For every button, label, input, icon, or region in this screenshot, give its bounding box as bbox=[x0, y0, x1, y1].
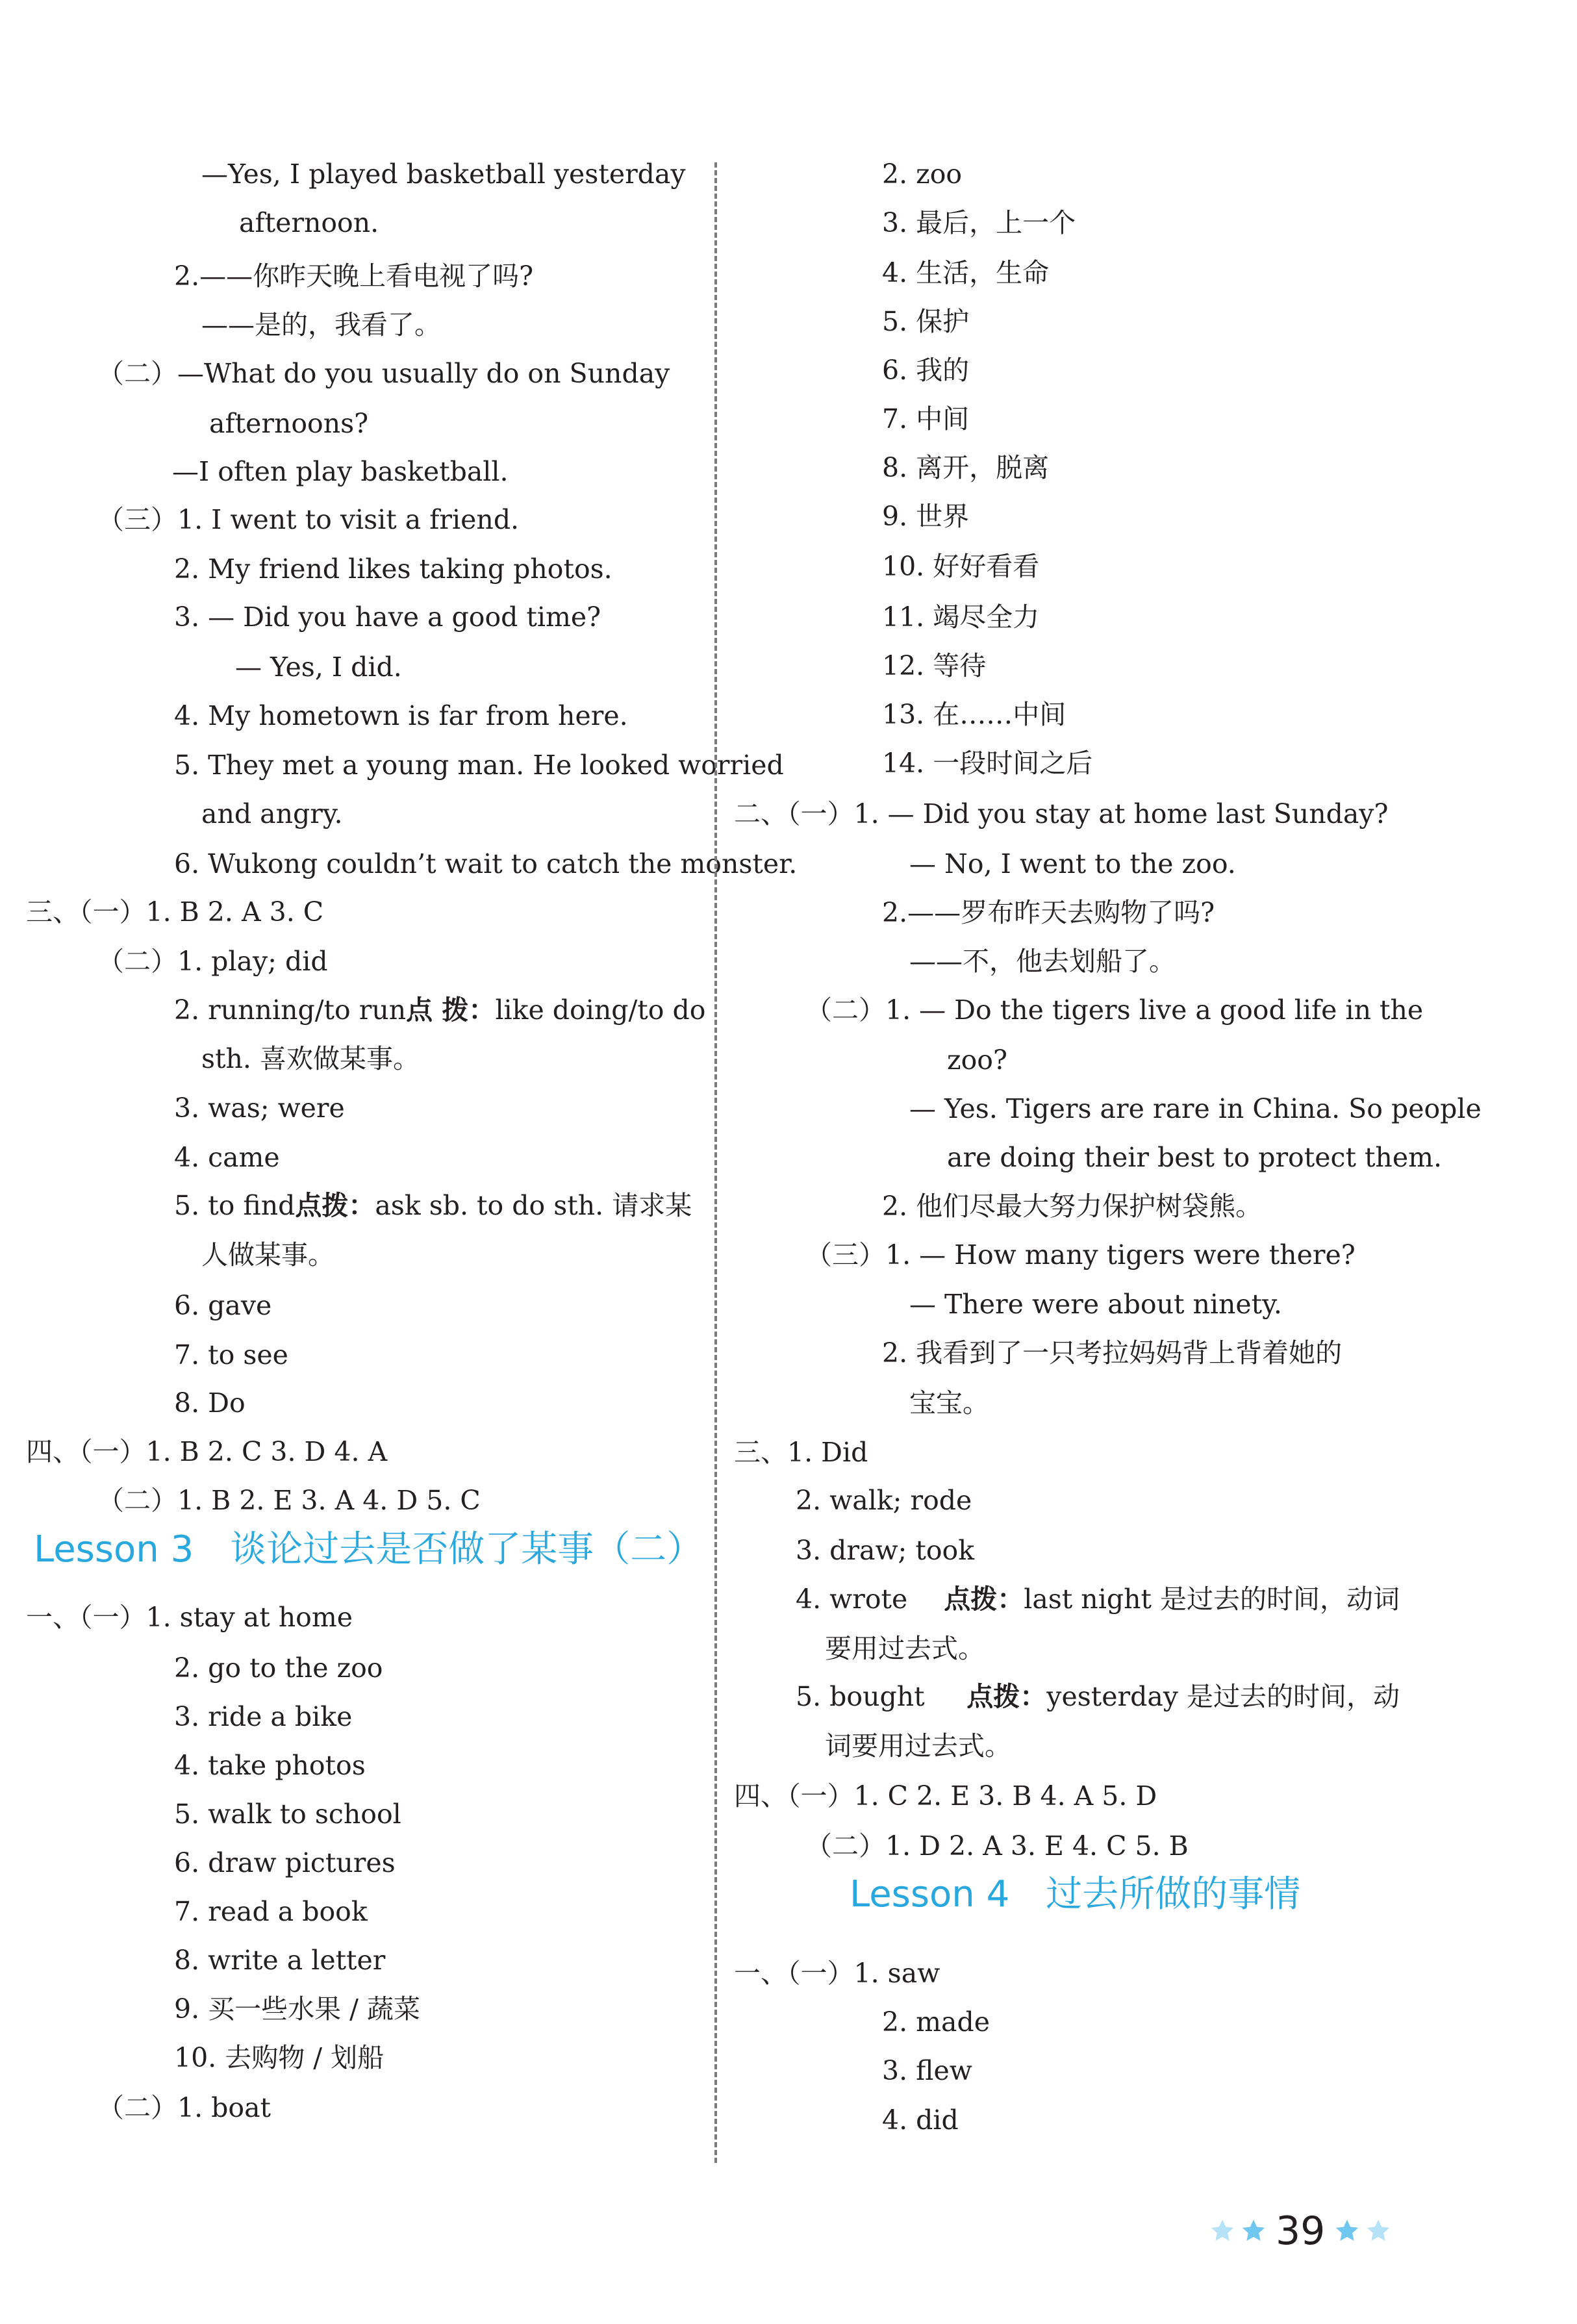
answer-line bbox=[174, 257, 533, 296]
answer-text: 10. 好好看看 bbox=[882, 551, 1040, 582]
answer-line bbox=[734, 1433, 868, 1472]
hint-label: 点拨： bbox=[944, 1584, 1024, 1615]
answer-line bbox=[174, 1648, 383, 1687]
answer-line bbox=[201, 155, 692, 194]
answer-line bbox=[174, 1089, 345, 1128]
answer-line bbox=[882, 547, 1039, 586]
answer-text: （二）1. — Do the tigers live a good life in the bbox=[805, 994, 1424, 1026]
lesson-label: Lesson 4 bbox=[850, 1873, 1010, 1915]
answer-text: （二）1. D 2. A 3. E 4. C 5. B bbox=[805, 1830, 1189, 1862]
answer-line bbox=[909, 1383, 989, 1422]
answer-text: 4. 生活，生命 bbox=[882, 257, 1050, 288]
answer-text: 宝宝。 bbox=[909, 1387, 989, 1419]
lesson-title: 过去所做的事情 bbox=[1046, 1873, 1301, 1915]
answer-text: 2. My friend likes taking photos. bbox=[174, 553, 612, 585]
answer-text: 三、（一）1. B 2. A 3. C bbox=[26, 896, 324, 928]
answer-line bbox=[209, 404, 368, 443]
hint-label: 点拨： bbox=[966, 1681, 1047, 1712]
answer-text: 3. 最后，上一个 bbox=[882, 207, 1076, 238]
answer-text: 词要用过去式。 bbox=[825, 1730, 1011, 1762]
answer-line bbox=[174, 2038, 384, 2077]
answer-text: 3. flew bbox=[882, 2055, 972, 2086]
answer-line bbox=[174, 1989, 420, 2028]
answer-line bbox=[909, 1285, 1282, 1324]
answer-line bbox=[882, 2101, 959, 2140]
answer-line bbox=[174, 991, 706, 1029]
answer-text: 4. came bbox=[174, 1142, 280, 1173]
answer-text: 要用过去式。 bbox=[825, 1633, 985, 1664]
answer-text: 4. did bbox=[882, 2104, 959, 2136]
answer-text: 二、（一）1. — Did you stay at home last Sunday? bbox=[734, 798, 1389, 829]
answer-line bbox=[805, 1826, 1189, 1865]
answer-text: 11. 竭尽全力 bbox=[882, 601, 1040, 633]
answer-text: 2.——罗布昨天去购物了吗? bbox=[882, 897, 1215, 928]
answer-text: ——是的，我看了。 bbox=[201, 309, 441, 340]
answer-text: 6. draw pictures bbox=[174, 1847, 396, 1878]
answer-text: 3. ride a bike bbox=[174, 1701, 353, 1732]
answer-text: 人做某事。 bbox=[201, 1239, 334, 1270]
answer-line bbox=[882, 203, 1076, 242]
answer-text: 4. wrote bbox=[796, 1584, 908, 1615]
answer-text: 6. Wukong couldn’t wait to catch the monster. bbox=[174, 848, 798, 879]
answer-text: 6. 我的 bbox=[882, 355, 970, 386]
answer-text: — No, I went to the zoo. bbox=[909, 848, 1236, 879]
answer-line bbox=[97, 942, 328, 981]
answer-text: 6. gave bbox=[174, 1290, 272, 1321]
answer-line bbox=[882, 744, 1092, 783]
answer-line bbox=[172, 452, 509, 491]
answer-line bbox=[174, 1186, 692, 1225]
answer-text: 2. 我看到了一只考拉妈妈背上背着她的 bbox=[882, 1337, 1343, 1369]
answer-text: 3. — Did you have a good time? bbox=[174, 601, 601, 633]
page-number: 39 bbox=[1276, 2208, 1326, 2254]
answer-line bbox=[201, 1039, 420, 1078]
answer-line bbox=[882, 253, 1049, 292]
hint-text: ask sb. to do sth. 请求某 bbox=[375, 1190, 692, 1221]
answer-text: afternoon. bbox=[239, 207, 379, 238]
answer-line bbox=[796, 1677, 1400, 1716]
answer-text: 5. bought bbox=[796, 1681, 925, 1712]
column-divider bbox=[714, 162, 717, 2163]
answer-line bbox=[201, 794, 343, 833]
hint-label: 点拨： bbox=[295, 1190, 375, 1221]
answer-line bbox=[174, 1697, 352, 1736]
answer-text: 2. zoo bbox=[882, 158, 963, 190]
answer-line bbox=[909, 942, 1176, 981]
answer-line bbox=[97, 2088, 271, 2127]
page-number-group bbox=[1207, 2203, 1394, 2259]
answer-line bbox=[97, 354, 692, 393]
star-icon bbox=[1209, 2218, 1235, 2244]
answer-text: afternoons? bbox=[209, 408, 369, 439]
hint-text: last night 是过去的时间，动词 bbox=[1024, 1584, 1400, 1615]
answer-line bbox=[174, 696, 628, 735]
answer-text: 2.——你昨天晚上看电视了吗? bbox=[174, 260, 534, 292]
answer-line bbox=[882, 598, 1039, 637]
answer-line bbox=[882, 1333, 1400, 1372]
answer-text: —I often play basketball. bbox=[172, 456, 509, 487]
answer-line bbox=[947, 1138, 1442, 1177]
answer-line bbox=[796, 1580, 1400, 1619]
answer-text: are doing their best to protect them. bbox=[947, 1142, 1443, 1173]
answer-text: （三）1. — How many tigers were there? bbox=[805, 1239, 1356, 1270]
answer-line bbox=[201, 1235, 334, 1274]
answer-line bbox=[882, 695, 1066, 734]
answer-line bbox=[174, 1286, 271, 1325]
answer-line bbox=[174, 1335, 288, 1374]
answer-text: 3. draw; took bbox=[796, 1535, 975, 1566]
answer-line bbox=[909, 844, 1236, 883]
answer-text: sth. 喜欢做某事。 bbox=[201, 1043, 420, 1074]
answer-line bbox=[174, 844, 797, 883]
answer-line bbox=[882, 2051, 972, 2090]
answer-text: 三、1. Did bbox=[734, 1437, 868, 1468]
answer-text: 10. 去购物 / 划船 bbox=[174, 2042, 385, 2073]
answer-line bbox=[174, 1746, 366, 1785]
answer-line bbox=[882, 351, 969, 390]
star-icon bbox=[1365, 2218, 1391, 2244]
answer-line bbox=[26, 892, 323, 931]
answer-text: 7. to see bbox=[174, 1339, 288, 1370]
answer-text: 四、（一）1. C 2. E 3. B 4. A 5. D bbox=[734, 1780, 1157, 1812]
answer-text: — Yes. Tigers are rare in China. So people bbox=[909, 1093, 1482, 1124]
answer-line bbox=[239, 203, 379, 242]
answer-text: 9. 买一些水果 / 蔬菜 bbox=[174, 1993, 421, 2025]
answer-line bbox=[734, 794, 1388, 833]
answer-line bbox=[882, 399, 969, 438]
answer-line bbox=[26, 1432, 387, 1471]
answer-line bbox=[805, 1235, 1356, 1274]
answer-line bbox=[734, 1954, 940, 1993]
answer-line bbox=[882, 893, 1215, 932]
answer-text: 5. They met a young man. He looked worried bbox=[174, 750, 784, 781]
lesson3-heading bbox=[34, 1524, 703, 1576]
answer-line bbox=[882, 448, 1049, 487]
answer-text: 2. go to the zoo bbox=[174, 1652, 383, 1684]
answer-line bbox=[796, 1531, 974, 1570]
answer-line bbox=[174, 746, 784, 785]
answer-line bbox=[734, 1776, 1157, 1815]
answer-line bbox=[909, 1089, 1482, 1128]
answer-line bbox=[947, 1041, 1007, 1080]
hint-text: like doing/to do bbox=[495, 994, 706, 1026]
answer-line bbox=[201, 305, 441, 344]
answer-text: （二）1. play; did bbox=[97, 946, 328, 977]
answer-text: — Yes, I did. bbox=[235, 651, 402, 683]
lesson4-heading bbox=[850, 1869, 1300, 1921]
answer-line bbox=[825, 1726, 1011, 1765]
answer-text: 12. 等待 bbox=[882, 650, 987, 681]
answer-line bbox=[174, 1843, 396, 1882]
answer-text: 4. My hometown is far from here. bbox=[174, 700, 628, 731]
lesson-label: Lesson 3 bbox=[34, 1528, 194, 1571]
answer-text: — There were about ninety. bbox=[909, 1289, 1282, 1320]
answer-line bbox=[174, 1383, 246, 1422]
answer-line bbox=[882, 1187, 1262, 1226]
answer-line bbox=[235, 648, 402, 687]
answer-text: ——不，他去划船了。 bbox=[909, 946, 1176, 977]
answer-line bbox=[796, 1481, 972, 1520]
answer-text: 9. 世界 bbox=[882, 501, 970, 532]
hint-text: yesterday 是过去的时间，动 bbox=[1046, 1681, 1400, 1712]
star-icon bbox=[1241, 2218, 1267, 2244]
answer-line bbox=[882, 302, 969, 341]
answer-line bbox=[97, 1481, 481, 1520]
answer-text: 2. running/to run bbox=[174, 994, 407, 1026]
answer-text: （三）1. I went to visit a friend. bbox=[97, 504, 520, 535]
answer-text: 8. Do bbox=[174, 1387, 246, 1419]
answer-text: 5. walk to school bbox=[174, 1799, 401, 1830]
star-icon bbox=[1334, 2218, 1360, 2244]
answer-text: 7. read a book bbox=[174, 1896, 368, 1927]
answer-text: zoo? bbox=[947, 1044, 1007, 1076]
answer-text: 7. 中间 bbox=[882, 403, 970, 435]
answer-text: —Yes, I played basketball yesterday bbox=[201, 158, 686, 190]
lesson-title: 谈论过去是否做了某事（二） bbox=[230, 1528, 703, 1571]
answer-text: 5. 保护 bbox=[882, 306, 970, 337]
answer-line bbox=[825, 1629, 985, 1668]
answer-text: 3. was; were bbox=[174, 1093, 345, 1124]
answer-text: 4. take photos bbox=[174, 1750, 366, 1781]
answer-text: 8. 离开，脱离 bbox=[882, 452, 1050, 483]
answer-line bbox=[882, 646, 986, 685]
answer-line bbox=[26, 1598, 353, 1637]
answer-line bbox=[97, 500, 519, 539]
answer-text: 一、（一）1. stay at home bbox=[26, 1602, 353, 1633]
answer-line bbox=[882, 2002, 990, 2041]
answer-text: 四、（一）1. B 2. C 3. D 4. A bbox=[26, 1436, 388, 1467]
answer-text: 2. made bbox=[882, 2006, 990, 2038]
answer-text: （二）1. B 2. E 3. A 4. D 5. C bbox=[97, 1485, 481, 1516]
answer-text: （二）—What do you usually do on Sunday bbox=[97, 358, 670, 389]
answer-text: 2. 他们尽最大努力保护树袋熊。 bbox=[882, 1191, 1263, 1222]
answer-text: 5. to find bbox=[174, 1190, 296, 1221]
answer-line bbox=[805, 991, 1424, 1029]
answer-text: 8. write a letter bbox=[174, 1945, 386, 1976]
answer-line bbox=[174, 1138, 280, 1177]
answer-text: （二）1. boat bbox=[97, 2092, 271, 2123]
answer-line bbox=[882, 497, 969, 536]
answer-text: 13. 在……中间 bbox=[882, 699, 1066, 730]
answer-text: 14. 一段时间之后 bbox=[882, 748, 1093, 779]
answer-text: 2. walk; rode bbox=[796, 1485, 972, 1516]
answer-text: and angry. bbox=[201, 798, 343, 829]
answer-line bbox=[174, 1892, 368, 1931]
answer-text: 一、（一）1. saw bbox=[734, 1958, 940, 1989]
answer-line bbox=[174, 598, 601, 637]
answer-line bbox=[174, 549, 612, 588]
answer-line bbox=[174, 1941, 385, 1980]
answer-line bbox=[174, 1795, 401, 1834]
answer-line bbox=[882, 155, 962, 194]
hint-label: 点 拨： bbox=[406, 994, 496, 1026]
